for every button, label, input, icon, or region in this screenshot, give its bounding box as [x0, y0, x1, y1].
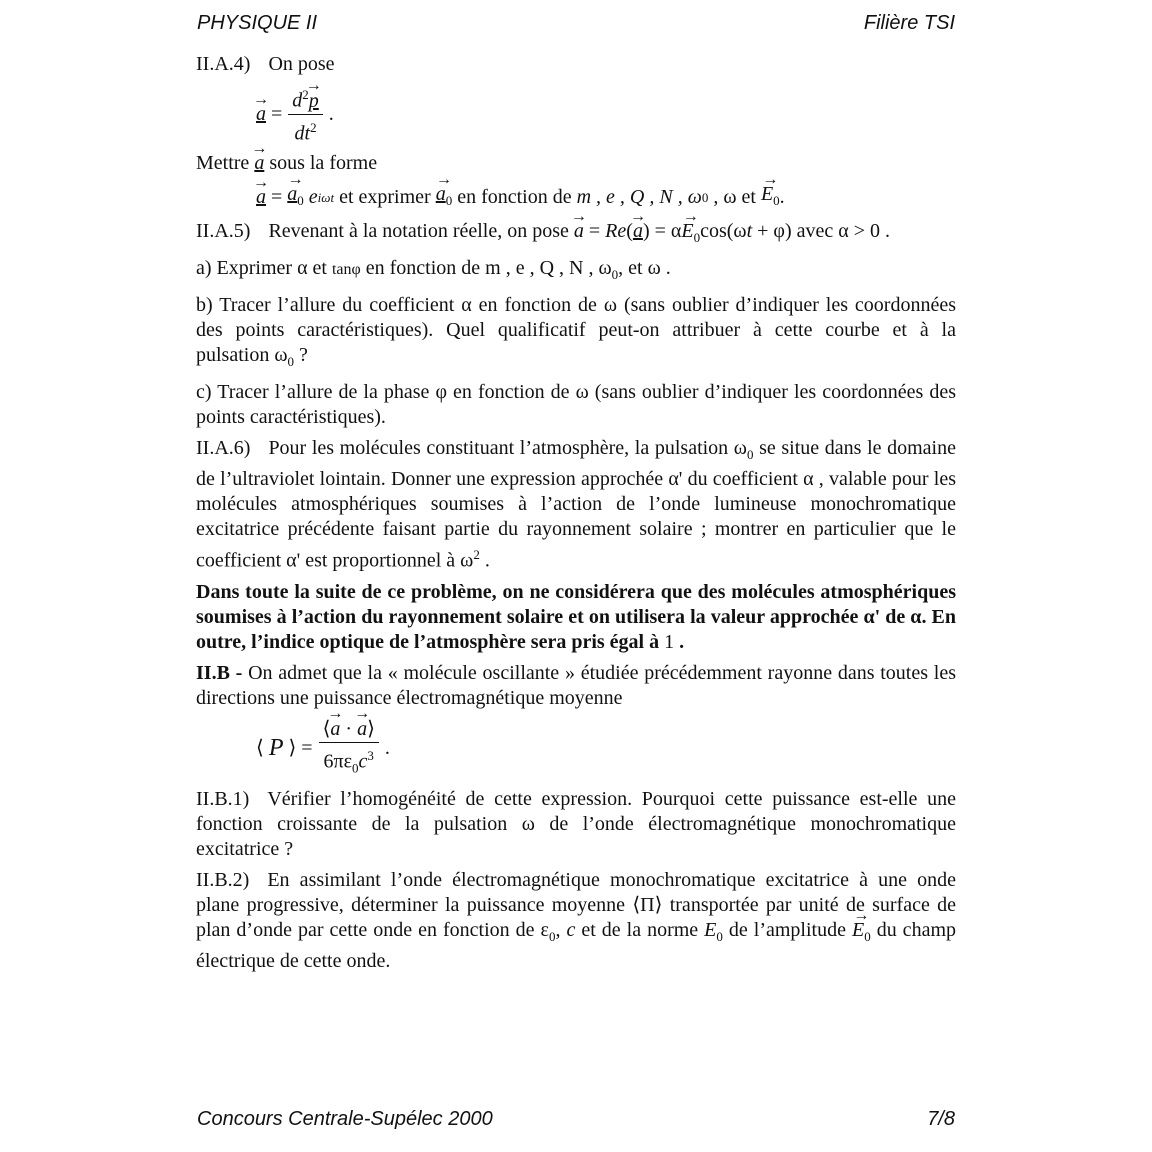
q-IIB1: II.B.1) Vérifier l’homogénéité de cette expression. Pourquoi cette puissance est-elle une fonction croissante de la pulsation ω de l’onde électromagnétique monochromatique excitatrice ? [196, 787, 956, 860]
q-IIA4-intro: II.A.4) On pose [196, 53, 335, 75]
header-subject: PHYSIQUE II [197, 12, 318, 34]
q-IIA5-a: a) Exprimer α et tanφ en fonction de m , e , Q , N , $\omega_0$, et ω . [196, 257, 671, 283]
footer-page-number: 7/8 [927, 1108, 955, 1130]
q-IIA6: II.A.6) Pour les molécules constituant l’atmosphère, la pulsation $\omega_0$ se situe dans le domaine de l’ultraviolet lointain. Donner une expression approchée α' du coefficient α , valable pour les molécules atmosphériques soumises à l’action de l’onde lumineuse monochromatique excitatrice précédente faisant partie du rayonnement solaire ; montrer en particulier que le coefficient α' est proportionnel à $\omega^2$ . [196, 437, 956, 572]
equation-a-form: → a = → $a_0$ e iωt et exprimer → $a_0$ en fonction de m , e , Q , N , ω 0 , ω et → $E_0$ . [256, 182, 956, 213]
q-IIB2: II.B.2) En assimilant l’onde électromagnétique monochromatique excitatrice à une onde plane progressive, déterminer la puissance moyenne ⟨Π⟩ transportée par unité de surface de plan d’onde par cette onde en fonction de $\varepsilon_0$, c et de la norme $E_0$ de l’amplitude → $E_0$ du champ électrique de cette onde. [196, 868, 956, 974]
page-body [196, 52, 956, 980]
q-IIA5-b: b) Tracer l’allure du coefficient α en fonction de ω (sans oublier d’indiquer les coordonnées des points caractéristiques). Quel qualificatif peut-on attribuer à cette courbe et à la pulsation $\omega_0$ ? [196, 294, 956, 370]
equation-power: ⟨ P ⟩ = $\frac{⟨\to a \cdot \to a⟩}{6\pi\varepsilon_0c^3}$ . [256, 717, 956, 781]
q-IIA4-form: Mettre → a sous la forme [196, 151, 956, 176]
q-IIB: II.B - On admet que la « molécule oscillante » étudiée précédemment rayonne dans toutes les directions une puissance électromagnétique moyenne [196, 661, 956, 709]
q-IIA5: II.A.5) Revenant à la notation réelle, on pose → $a = Re(\to a) = \alpha\to E_0\cos(\omega t + \varphi)$ avec α > 0 . [196, 219, 956, 250]
bold-note: Dans toute la suite de ce problème, on ne considérera que des molécules atmosphériques soumises à l’action du rayonnement solaire et on utilisera la valeur approchée α' de α. En outre, l’indice optique de l’atmosphère sera pris égal à 1 . [196, 580, 956, 653]
footer-contest: Concours Centrale-Supélec 2000 [197, 1108, 493, 1130]
equation-a-def: → a = $\frac{d^2\to p}{dt^2}$ . [256, 83, 956, 145]
q-IIA5-c: c) Tracer l’allure de la phase φ en fonction de ω (sans oublier d’indiquer les coordonnées des points caractéristiques). [196, 381, 956, 429]
header-track: Filière TSI [863, 12, 955, 34]
